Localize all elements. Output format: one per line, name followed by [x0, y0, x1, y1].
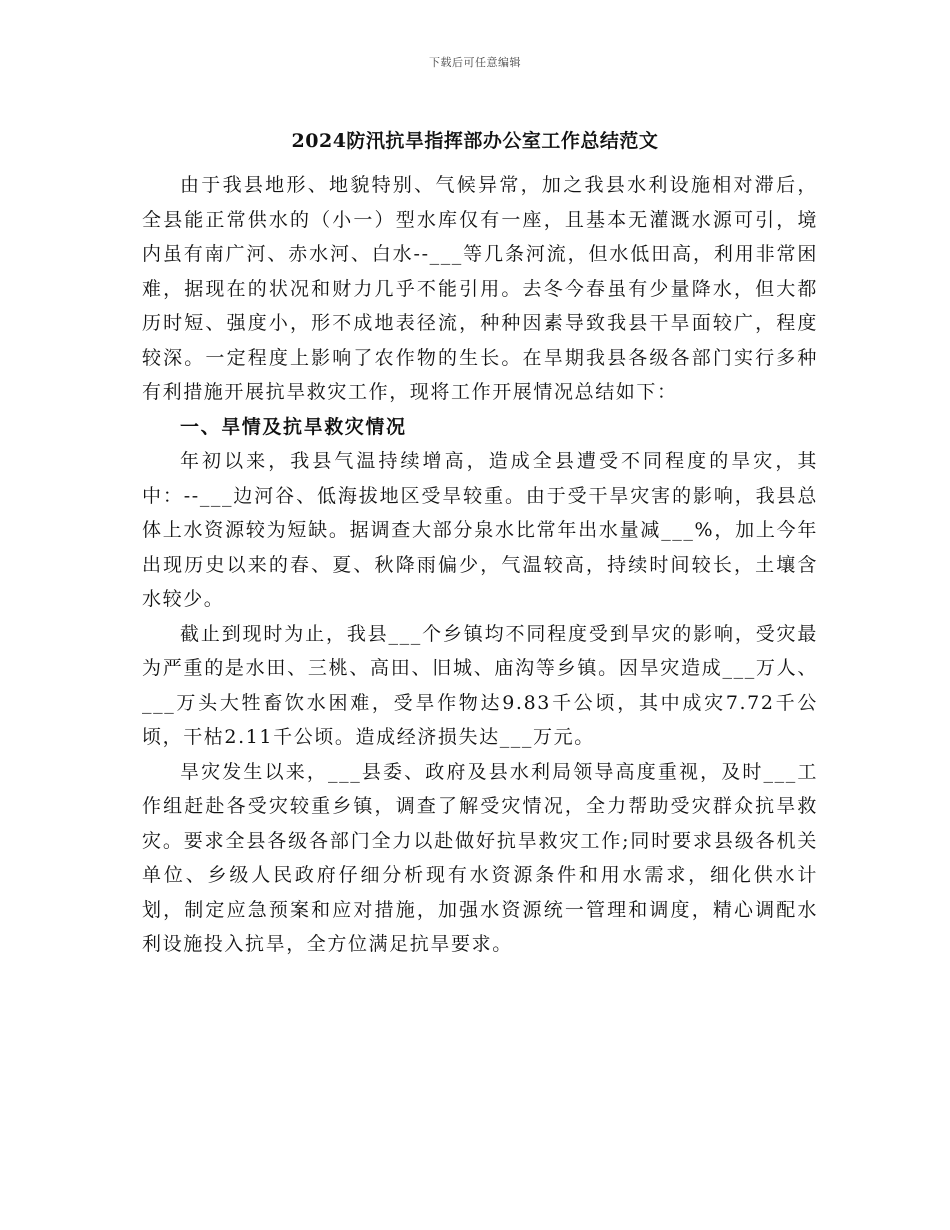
- document-body: [142, 168, 818, 962]
- paragraph-drought-overview: 年初以来，我县气温持续增高，造成全县遭受不同程度的旱灾，其中：--___边河谷、低海拔地区受旱较重。由于受干旱灾害的影响，我县总体上水资源较为短缺。据调查大部分泉水比常年出水量减___%，加上今年出现历史以来的春、夏、秋降雨偏少，气温较高，持续时间较长，土壤含水较少。: [142, 450, 818, 610]
- intro-paragraph: 由于我县地形、地貌特别、气候异常，加之我县水利设施相对滞后，全县能正常供水的（小一）型水库仅有一座，且基本无灌溉水源可引，境内虽有南广河、赤水河、白水--___等几条河流，但水低田高，利用非常困难，据现在的状况和财力几乎不能引用。去冬今春虽有少量降水，但大都历时短、强度小，形不成地表径流，种种因素导致我县干旱面较广，程度较深。一定程度上影响了农作物的生长。在旱期我县各级各部门实行多种有利措施开展抗旱救灾工作，现将工作开展情况总结如下：: [142, 174, 818, 403]
- paragraph-drought-impact: 截止到现时为止，我县___个乡镇均不同程度受到旱灾的影响，受灾最为严重的是水田、三桃、高田、旧城、庙沟等乡镇。因旱灾造成___万人、___万头大牲畜饮水困难，受旱作物达9.83千公顷，其中成灾7.72千公顷，干枯2.11千公顷。造成经济损失达___万元。: [142, 622, 818, 748]
- paragraph-response-measures: 旱灾发生以来，___县委、政府及县水利局领导高度重视，及时___工作组赶赴各受灾较重乡镇，调查了解受灾情况，全力帮助受灾群众抗旱救灾。要求全县各级各部门全力以赴做好抗旱救灾工作;同时要求县级各机关单位、乡级人民政府仔细分析现有水资源条件和用水需求，细化供水计划，制定应急预案和应对措施，加强水资源统一管理和调度，精心调配水利设施投入抗旱，全方位满足抗旱要求。: [142, 760, 818, 955]
- page-header: 下载后可任意编辑: [429, 56, 521, 69]
- section-heading: 一、旱情及抗旱救灾情况: [180, 415, 407, 438]
- document-title: 2024防汛抗旱指挥部办公室工作总结范文: [291, 130, 659, 152]
